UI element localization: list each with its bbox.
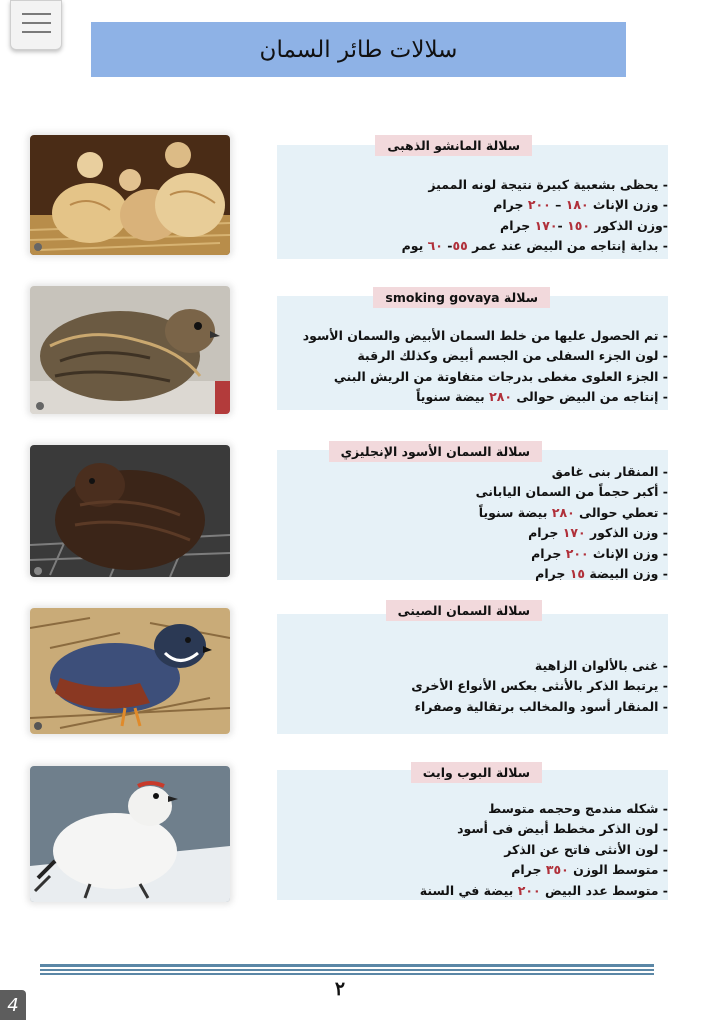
detail-text: - غنى بالألوان الزاهية (534, 658, 668, 673)
menu-button[interactable] (10, 0, 62, 50)
breed-detail-item (420, 799, 668, 819)
page-title: سلالات طائر السمان (91, 22, 626, 77)
breed-detail-item (420, 881, 668, 901)
detail-text: - بداية إنتاجه من البيض عند عمر (467, 238, 668, 254)
breed-detail-item (420, 840, 668, 860)
breed-detail-item (476, 544, 668, 564)
detail-number: ١٧٠ (562, 525, 586, 541)
breed-details-list (476, 462, 668, 584)
breed-name-tag: سلالة المانشو الذهبى (375, 135, 532, 156)
detail-text: - تعطي حوالى (574, 504, 668, 520)
breed-detail-item (303, 387, 668, 407)
detail-text: بيضة سنوياً (416, 389, 490, 405)
detail-text: بيضة سنوياً (478, 504, 552, 520)
detail-text: - متوسط الوزن (568, 862, 668, 878)
corner-badge[interactable]: 4 (0, 990, 26, 1020)
chinese-quail-photo (30, 608, 230, 734)
detail-text: - يرتبط الذكر بالأنثى بعكس الأنواع الأخرى (411, 678, 668, 694)
detail-text: - لون الأنثى فاتح عن الذكر (504, 841, 668, 857)
detail-text: - المنقار بنى غامق (551, 464, 668, 479)
detail-text: جرام (535, 566, 570, 582)
detail-number: ٢٠٠ (517, 882, 541, 898)
breed-details-list (303, 326, 668, 408)
breed-detail-item (402, 236, 668, 256)
breed-name-tag: سلالة السمان الصينى (386, 600, 542, 621)
detail-text: - يحظى بشعبية كبيرة نتيجة لونه المميز (428, 177, 668, 192)
breed-detail-item (476, 503, 668, 523)
detail-text: - إنتاجه من البيض حوالى (511, 389, 668, 405)
detail-text: - (557, 217, 568, 233)
detail-text: جرام (531, 545, 566, 561)
detail-number: ٢٠٠ (565, 545, 589, 561)
breed-detail-item (476, 462, 668, 482)
detail-number: ١٥ (569, 566, 586, 582)
breed-name-tag: سلالة البوب وايت (411, 762, 542, 783)
detail-text: - أكبر حجماً من السمان اليابانى (475, 484, 668, 500)
breed-detail-item (402, 175, 668, 195)
breed-detail-item (420, 819, 668, 839)
breed-detail-item (303, 367, 668, 387)
detail-text: - الجزء العلوى مغطى بدرجات متفاوتة من الريش البني (333, 368, 668, 384)
breed-detail-item (303, 326, 668, 346)
breed-detail-item (411, 656, 668, 676)
detail-text: بيضة في السنة (419, 882, 518, 898)
english-black-quail-photo (30, 445, 230, 577)
detail-text: - وزن البيضة (585, 566, 668, 582)
detail-text: جرام (493, 197, 528, 213)
detail-number: ٢٨٠ (489, 389, 512, 405)
detail-number: ١٥٠ (567, 217, 590, 233)
breed-detail-item (476, 482, 668, 502)
golden-quail-photo (30, 135, 230, 255)
breed-detail-item (411, 697, 668, 717)
detail-text: - المنقار أسود والمخالب برتقالية وصفراء (414, 698, 668, 714)
breed-name-tag: سلالة السمان الأسود الإنجليزي (329, 441, 542, 462)
detail-text: - (442, 238, 453, 254)
detail-number: ٥٥ (452, 238, 468, 254)
detail-text: - تم الحصول عليها من خلط السمان الأبيض والسمان الأسود (302, 328, 668, 343)
detail-number: ٣٥٠ (545, 862, 569, 878)
detail-number: ٢٨٠ (551, 504, 575, 520)
detail-number: ٢٠٠ (527, 197, 551, 213)
detail-text: يوم (401, 238, 428, 254)
bobwhite-quail-photo (30, 766, 230, 902)
breed-details-list (420, 799, 668, 901)
detail-text: - وزن الإناث (588, 545, 668, 561)
breed-detail-item (476, 523, 668, 543)
detail-number: ٦٠ (427, 238, 443, 254)
breed-details-list (411, 656, 668, 717)
detail-text: - شكله مندمج وحجمه متوسط (488, 801, 668, 816)
breed-detail-item (476, 564, 668, 584)
detail-text: - لون الذكر مخطط أبيض فى أسود (457, 821, 668, 837)
menu-icon (22, 13, 51, 15)
detail-text: -وزن الذكور (589, 217, 668, 233)
breed-detail-item (402, 195, 668, 215)
breed-detail-item (402, 216, 668, 236)
detail-text: - وزن الإناث (588, 197, 668, 213)
detail-text: – (550, 197, 566, 213)
footer-divider (40, 964, 654, 976)
breed-detail-item (303, 346, 668, 366)
detail-text: جرام (500, 217, 535, 233)
smoking-govaya-quail-photo (30, 286, 230, 414)
breed-detail-item (420, 860, 668, 880)
breed-details-list (402, 175, 668, 257)
breed-name-tag: سلالة smoking govaya (373, 287, 550, 308)
detail-text: - متوسط عدد البيض (540, 882, 668, 898)
breed-detail-item (411, 676, 668, 696)
detail-number: ١٨٠ (565, 197, 589, 213)
page-number: ٢ (334, 978, 346, 1000)
detail-text: جرام (511, 862, 546, 878)
detail-text: - لون الجزء السفلى من الجسم أبيض وكذلك الرقبة (357, 348, 668, 364)
detail-text: - وزن الذكور (585, 525, 668, 541)
detail-text: جرام (528, 525, 563, 541)
detail-number: ١٧٠ (534, 217, 558, 233)
